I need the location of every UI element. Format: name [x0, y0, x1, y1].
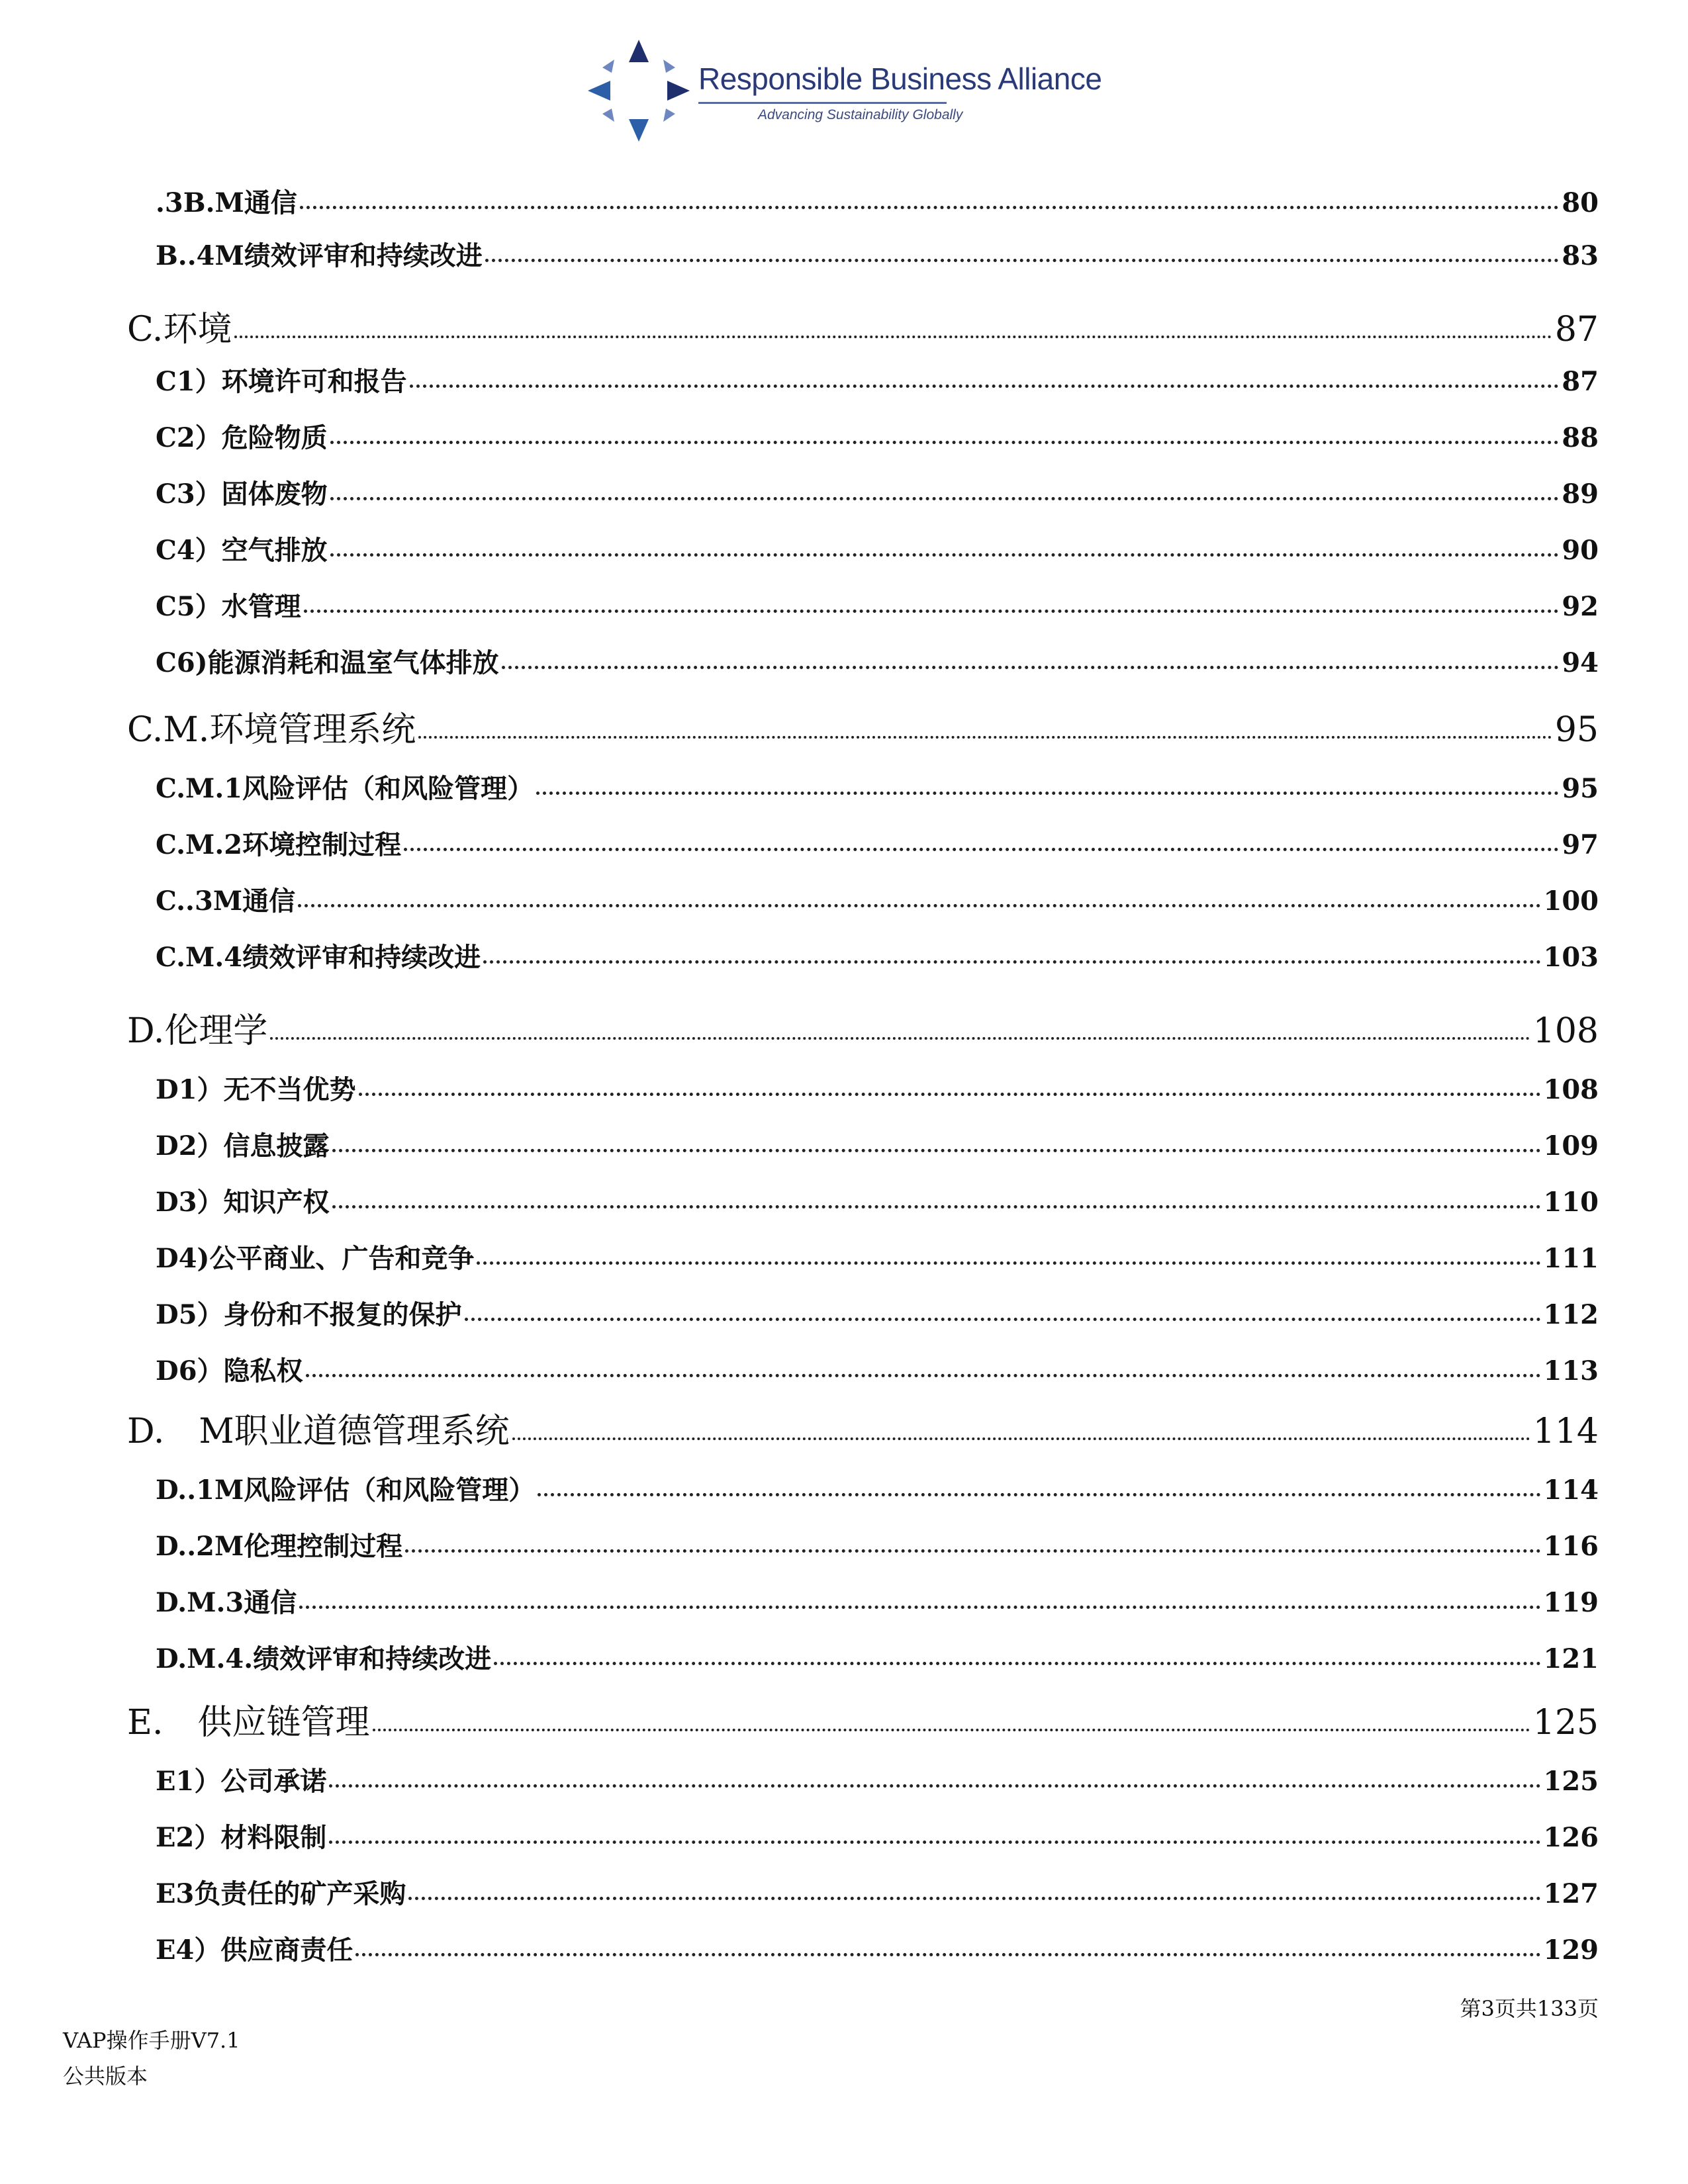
toc-subsection-entry[interactable] [156, 586, 1599, 625]
toc-page-number: 94 [1562, 647, 1599, 678]
toc-entry-label: C2）危险物质 [156, 422, 328, 453]
compass-arrows-icon [583, 34, 695, 147]
toc-page-number: 90 [1562, 535, 1599, 566]
dot-leader [300, 206, 1560, 209]
toc-entry-label: E. 供应链管理 [127, 1703, 370, 1743]
toc-subsection-entry[interactable] [156, 1069, 1599, 1109]
toc-page-number: 113 [1543, 1355, 1599, 1387]
toc-page-number: 100 [1543, 886, 1599, 917]
dot-leader [502, 666, 1560, 669]
toc-entry-label: C5）水管理 [156, 591, 301, 622]
dot-leader [330, 497, 1560, 500]
toc-subsection-entry[interactable] [156, 1125, 1599, 1165]
dot-leader [355, 1953, 1540, 1956]
dot-leader [418, 736, 1552, 739]
dot-leader [485, 259, 1560, 262]
toc-section-entry[interactable] [127, 1403, 1599, 1449]
toc-entry-label: D4)公平商业、广告和竞争 [156, 1243, 475, 1274]
toc-page-number: 83 [1562, 240, 1599, 271]
toc-subsection-entry[interactable] [156, 768, 1599, 807]
toc-entry-label: D3）知识产权 [156, 1187, 330, 1218]
dot-leader [408, 1897, 1540, 1900]
toc-entry-label: D2）信息披露 [156, 1130, 330, 1161]
dot-leader [404, 848, 1559, 851]
toc-subsection-entry[interactable] [156, 1929, 1599, 1969]
dot-leader [298, 904, 1540, 907]
toc-entry-label: C3）固体废物 [156, 478, 328, 510]
toc-section-entry[interactable] [127, 702, 1599, 748]
toc-subsection-entry[interactable] [156, 824, 1599, 864]
toc-entry-label: E1）公司承诺 [156, 1766, 327, 1797]
toc-entry-label: C..3M通信 [156, 886, 296, 917]
toc-page-number: 110 [1543, 1187, 1599, 1218]
logo-divider [698, 102, 947, 104]
dot-leader [477, 1261, 1540, 1265]
toc-page-number: 87 [1562, 366, 1599, 397]
dot-leader [465, 1318, 1541, 1321]
dot-leader [332, 1149, 1541, 1152]
toc-page-number: 116 [1543, 1531, 1599, 1562]
toc-entry-label: D.M.4.绩效评审和持续改进 [156, 1643, 492, 1674]
toc-page-number: 114 [1532, 1412, 1599, 1451]
toc-subsection-entry[interactable] [156, 1582, 1599, 1621]
toc-entry-label: D1）无不当优势 [156, 1074, 356, 1105]
toc-subsection-entry[interactable] [156, 1350, 1599, 1390]
toc-entry-label: D.M.3通信 [156, 1587, 297, 1618]
toc-entry-label: D..1M风险评估（和风险管理） [156, 1475, 536, 1506]
dot-leader [410, 385, 1560, 388]
toc-entry-label: C.M.环境管理系统 [127, 710, 416, 750]
rba-logo [583, 34, 1102, 147]
toc-subsection-entry[interactable] [156, 880, 1599, 920]
toc-subsection-entry[interactable] [156, 235, 1599, 275]
toc-subsection-entry[interactable] [156, 1181, 1599, 1221]
toc-subsection-entry[interactable] [156, 1294, 1599, 1334]
dot-leader [270, 1037, 1530, 1040]
manual-title: VAP操作手册V7.1 [63, 2028, 240, 2053]
toc-entry-label: C.M.1风险评估（和风险管理） [156, 773, 534, 804]
dot-leader [234, 336, 1552, 338]
dot-leader [332, 1205, 1541, 1208]
toc-page-number: 95 [1554, 710, 1599, 750]
toc-page-number: 119 [1543, 1587, 1599, 1618]
dot-leader [329, 1841, 1540, 1844]
toc-subsection-entry[interactable] [156, 473, 1599, 513]
toc-entry-label: D..2M伦理控制过程 [156, 1531, 403, 1562]
toc-section-entry[interactable] [127, 1694, 1599, 1741]
toc-entry-label: D. M职业道德管理系统 [127, 1412, 510, 1451]
toc-page-number: 103 [1543, 942, 1599, 973]
dot-leader [538, 1493, 1540, 1496]
toc-entry-label: C6)能源消耗和温室气体排放 [156, 647, 499, 678]
toc-page-number: 125 [1532, 1703, 1599, 1743]
toc-page-number: 88 [1562, 422, 1599, 453]
toc-subsection-entry[interactable] [156, 936, 1599, 976]
toc-entry-label: C.M.4绩效评审和持续改进 [156, 942, 481, 973]
toc-entry-label: C1）环境许可和报告 [156, 366, 407, 397]
toc-page-number: 89 [1562, 478, 1599, 510]
toc-entry-label: D5）身份和不报复的保护 [156, 1299, 462, 1330]
dot-leader [306, 1374, 1541, 1377]
toc-page-number: 108 [1532, 1011, 1599, 1051]
toc-page-number: 80 [1562, 187, 1599, 218]
dot-leader [304, 610, 1560, 613]
page-count: 第3页共133页 [1460, 1996, 1599, 2021]
toc-page-number: 97 [1562, 829, 1599, 860]
toc-subsection-entry[interactable] [156, 1817, 1599, 1856]
dot-leader [405, 1549, 1540, 1553]
toc-subsection-entry[interactable] [156, 1873, 1599, 1913]
toc-entry-label: D.伦理学 [127, 1011, 268, 1051]
toc-subsection-entry[interactable] [156, 417, 1599, 457]
dot-leader [359, 1093, 1541, 1096]
toc-subsection-entry[interactable] [156, 529, 1599, 569]
toc-subsection-entry[interactable] [156, 182, 1599, 222]
toc-page-number: 95 [1562, 773, 1599, 804]
toc-page-number: 92 [1562, 591, 1599, 622]
org-tagline: Advancing Sustainability Globally [758, 107, 963, 122]
dot-leader [512, 1437, 1530, 1440]
dot-leader [329, 1784, 1540, 1788]
dot-leader [299, 1606, 1540, 1609]
toc-subsection-entry[interactable] [156, 1638, 1599, 1678]
toc-subsection-entry[interactable] [156, 1525, 1599, 1565]
toc-subsection-entry[interactable] [156, 1238, 1599, 1277]
toc-page-number: 114 [1543, 1475, 1599, 1506]
toc-entry-label: .3B.M通信 [156, 187, 297, 218]
toc-entry-label: D6）隐私权 [156, 1355, 303, 1387]
toc-entry-label: E4）供应商责任 [156, 1934, 353, 1966]
dot-leader [330, 553, 1560, 557]
toc-page-number: 109 [1543, 1130, 1599, 1161]
toc-page-number: 126 [1543, 1822, 1599, 1853]
dot-leader [494, 1662, 1540, 1665]
document-version: 公共版本 [63, 2064, 148, 2089]
toc-page-number: 121 [1543, 1643, 1599, 1674]
toc-subsection-entry[interactable] [156, 361, 1599, 400]
toc-entry-label: C4）空气排放 [156, 535, 328, 566]
toc-page-number: 108 [1543, 1074, 1599, 1105]
dot-leader [536, 792, 1559, 795]
toc-subsection-entry[interactable] [156, 1760, 1599, 1800]
toc-page-number: 87 [1554, 310, 1599, 349]
toc-entry-label: E2）材料限制 [156, 1822, 327, 1853]
toc-subsection-entry[interactable] [156, 642, 1599, 682]
toc-page-number: 125 [1543, 1766, 1599, 1797]
dot-leader [373, 1729, 1530, 1731]
dot-leader [483, 960, 1540, 964]
toc-section-entry[interactable] [127, 1003, 1599, 1049]
org-name: Responsible Business Alliance [698, 62, 1102, 96]
toc-page-number: 129 [1543, 1934, 1599, 1966]
toc-section-entry[interactable] [127, 301, 1599, 347]
toc-entry-label: C.M.2环境控制过程 [156, 829, 402, 860]
toc-entry-label: B..4M绩效评审和持续改进 [156, 240, 483, 271]
toc-page-number: 112 [1543, 1299, 1599, 1330]
toc-page-number: 111 [1543, 1243, 1599, 1274]
toc-page-number: 127 [1543, 1878, 1599, 1909]
dot-leader [330, 441, 1560, 444]
toc-entry-label: C.环境 [127, 310, 232, 349]
toc-subsection-entry[interactable] [156, 1469, 1599, 1509]
toc-entry-label: E3负责任的矿产采购 [156, 1878, 406, 1909]
